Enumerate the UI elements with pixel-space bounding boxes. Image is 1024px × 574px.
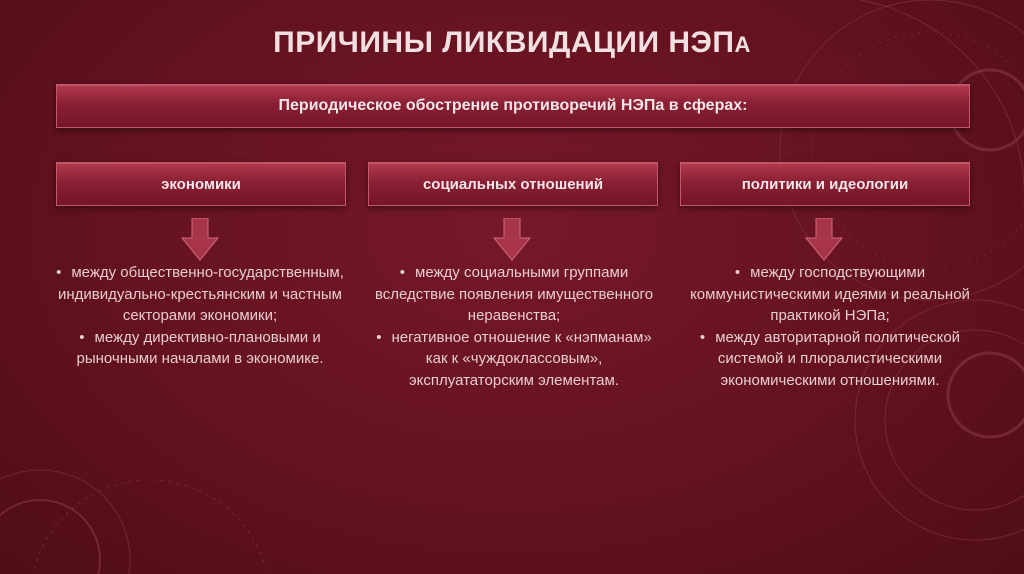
- arrow-down-icon: [804, 218, 844, 262]
- bullets-economy: [50, 262, 350, 370]
- arrow-down-icon: [492, 218, 532, 262]
- bullets-social: [364, 262, 664, 391]
- list-item: • между социальными группами вследствие появления имущественного неравенства;: [374, 264, 654, 324]
- list-item: • между директивно-плановыми и рыночными началами в экономике.: [76, 328, 324, 367]
- list-item: • негативное отношение к «нэпманам» как к «чуждоклассовым», эксплуататорским элементам.: [376, 328, 652, 389]
- list-item: • между авторитарной политической системой и плюралистическими экономическими отношениями.: [699, 328, 961, 389]
- sphere-label-politics: политики и идеологии: [741, 175, 909, 193]
- sphere-box-economy: [56, 162, 346, 206]
- sphere-label-social: социальных отношений: [422, 175, 604, 193]
- list-item: • между господствующими коммунистическими идеями и реальной практикой НЭПа;: [690, 264, 970, 324]
- bullets-politics: [680, 262, 980, 391]
- banner-label: Периодическое обострение противоречий НЭПа в сферах:: [278, 97, 748, 114]
- sphere-box-politics: [680, 162, 970, 206]
- arrow-down-icon: [180, 218, 220, 262]
- sphere-box-social: [368, 162, 658, 206]
- slide-title: ПРИЧИНЫ ЛИКВИДАЦИИ НЭПА: [273, 26, 751, 59]
- sphere-label-economy: экономики: [161, 175, 241, 193]
- spheres-banner: [56, 84, 970, 128]
- list-item: • между общественно-государственным, индивидуально-крестьянским и частным секторами экономики;: [56, 264, 344, 324]
